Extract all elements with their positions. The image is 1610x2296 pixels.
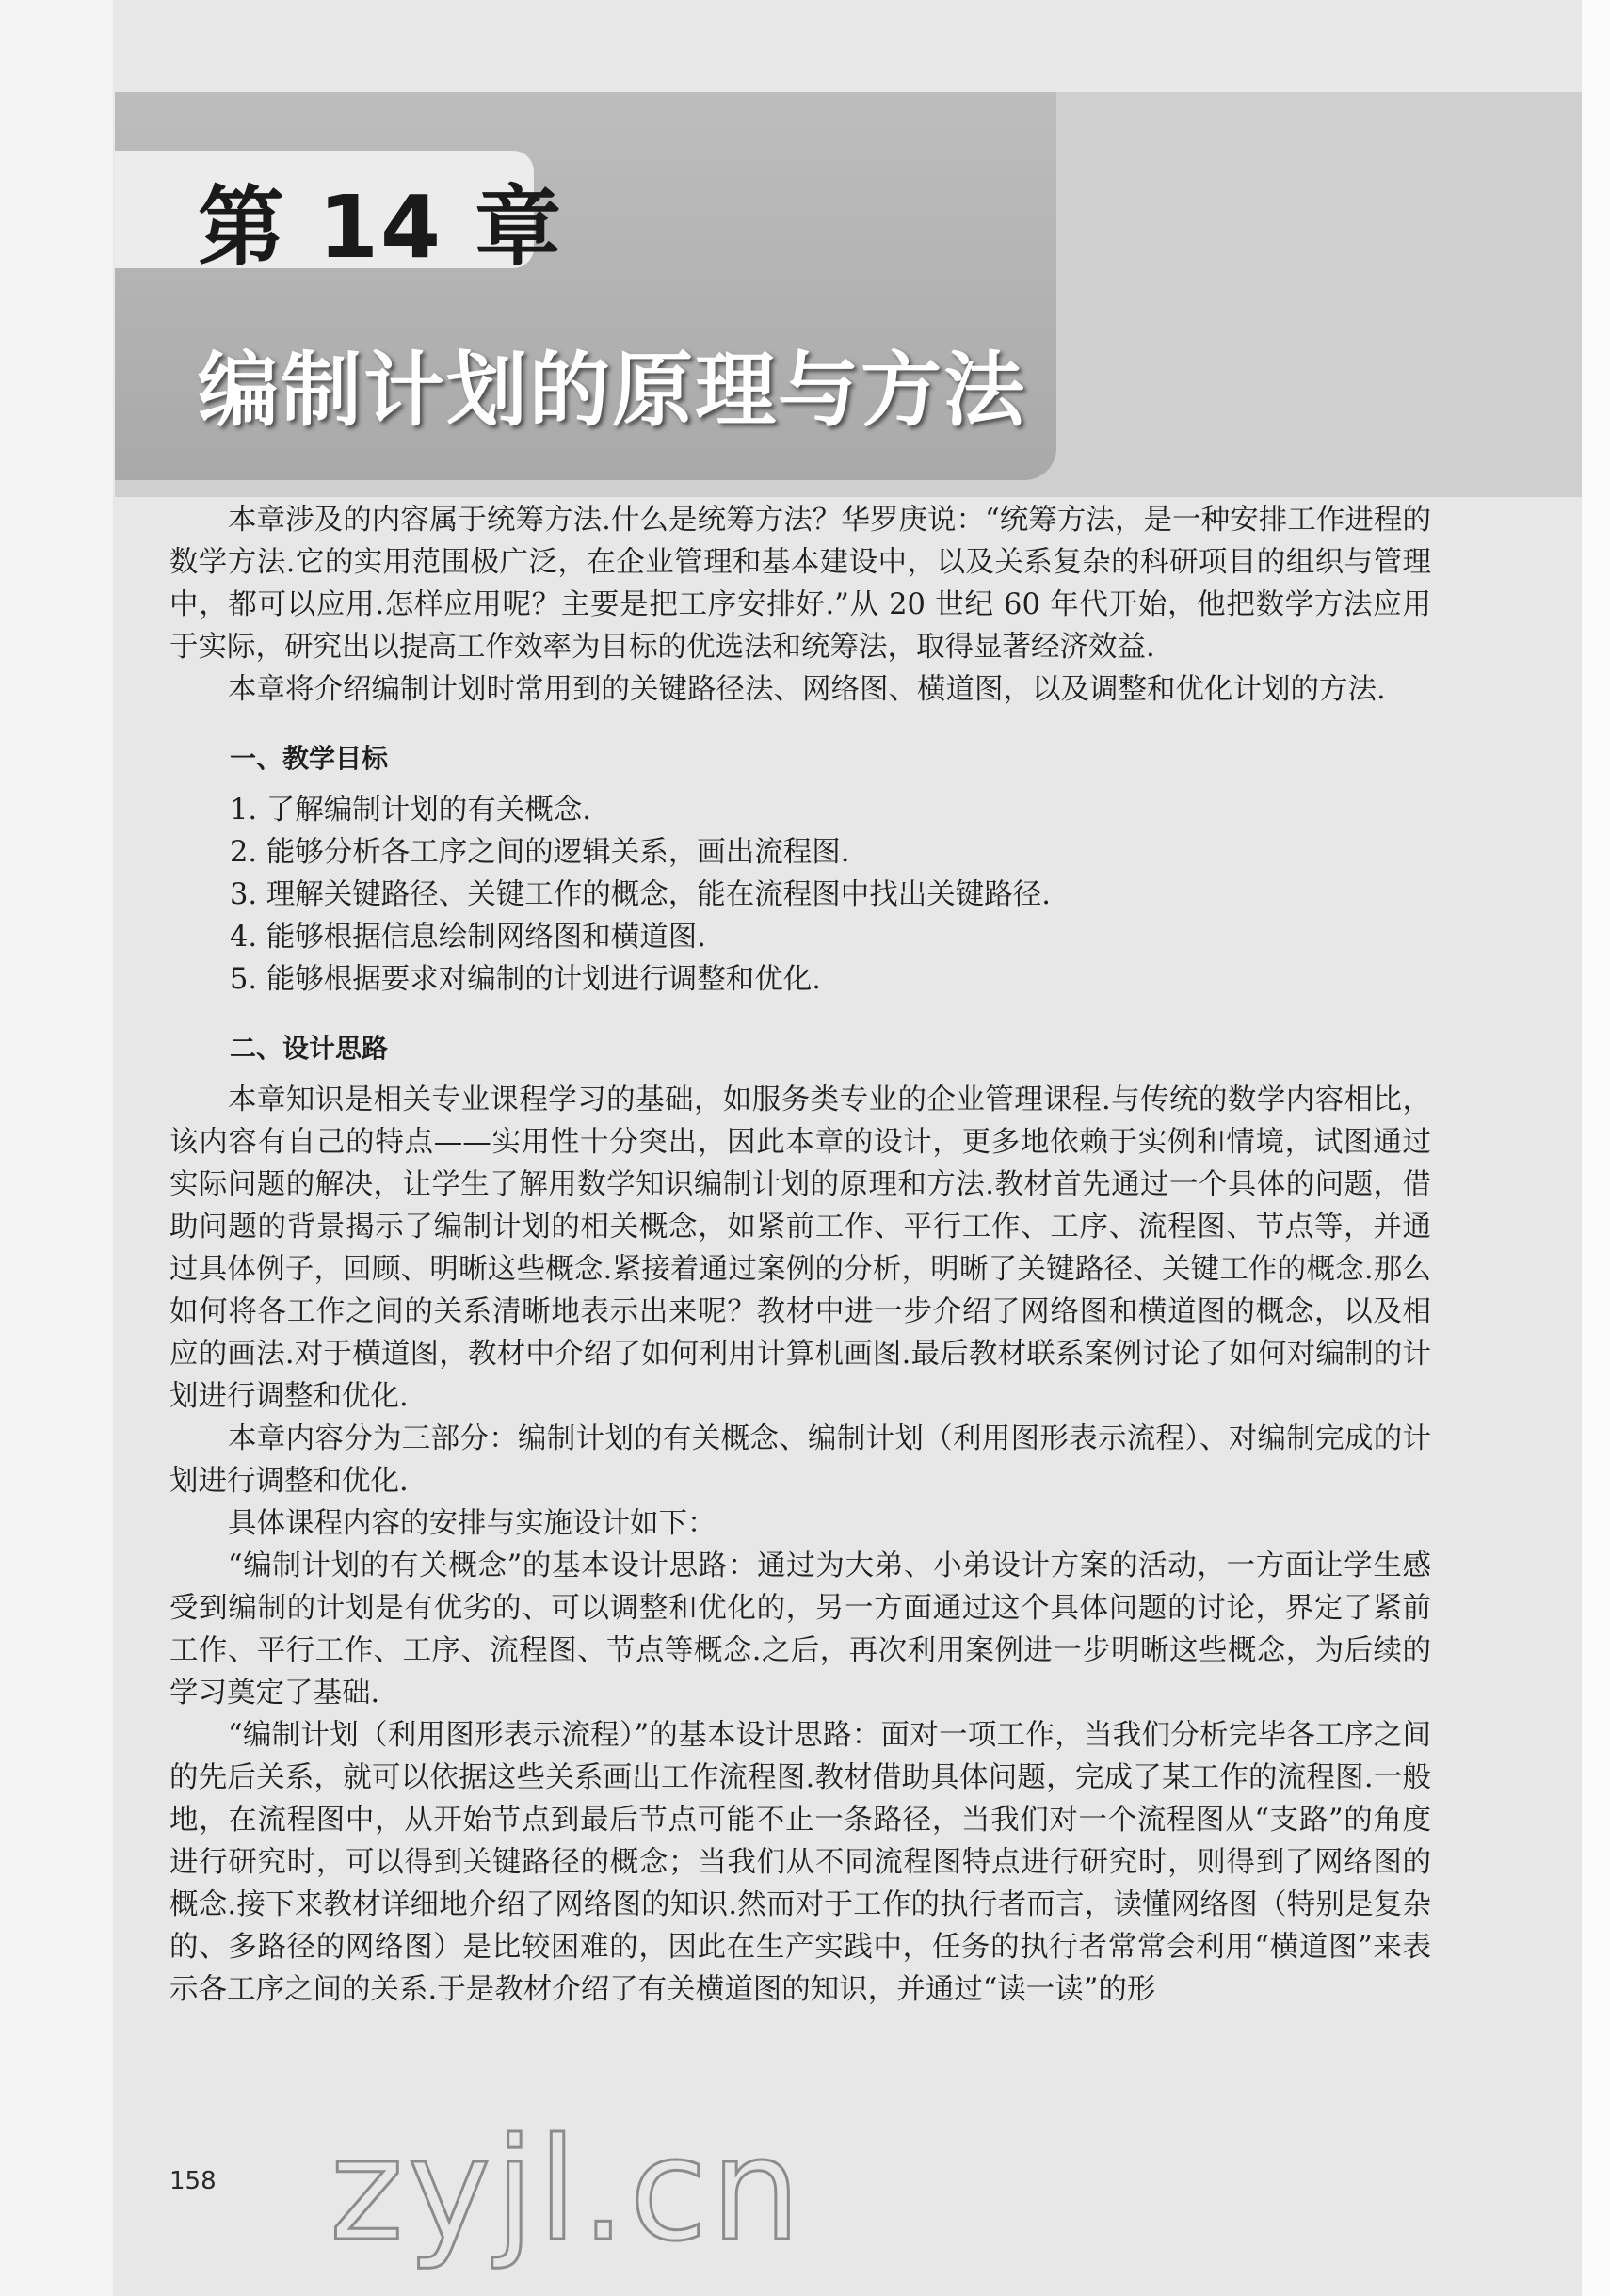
list-item: 3. 理解关键路径、关键工作的概念，能在流程图中找出关键路径.: [230, 878, 1051, 911]
chapter-body: [169, 499, 1431, 2011]
page-right-margin: [1582, 0, 1610, 2296]
design-paragraph-1: 本章知识是相关专业课程学习的基础，如服务类专业的企业管理课程.与传统的数学内容相比，该内容有自己的特点——实用性十分突出，因此本章的设计，更多地依赖于实例和情境，试图通过实际问题的解决，让学生了解用数学知识编制计划的原理和方法.教材首先通过一个具体的问题，借助问题的背景揭示了编制计划的相关概念，如紧前工作、平行工作、工序、流程图、节点等，并通过具体例子，回顾、明晰这些概念.紧接着通过案例的分析，明晰了关键路径、关键工作的概念.那么如何将各工作之间的关系清晰地表示出来呢？教材中进一步介绍了网络图和横道图的概念，以及相应的画法.对于横道图，教材中介绍了如何利用计算机画图.最后教材联系案例讨论了如何对编制的计划进行调整和优化.: [169, 1084, 1431, 1413]
list-item: 5. 能够根据要求对编制的计划进行调整和优化.: [230, 963, 821, 996]
teaching-goals-list: [169, 789, 1431, 1001]
intro-paragraph-1: 本章涉及的内容属于统筹方法.什么是统筹方法？华罗庚说：“统筹方法，是一种安排工作进程的数学方法.它的实用范围极广泛，在企业管理和基本建设中，以及关系复杂的科研项目的组织与管理中，都可以应用.怎样应用呢？主要是把工序安排好.”从 20 世纪 60 年代开始，他把数学方法应用于实际，研究出以提高工作效率为目标的优选法和统筹法，取得显著经济效益.: [169, 504, 1431, 664]
chapter-title: 编制计划的原理与方法: [198, 344, 1026, 438]
list-item: 2. 能够分析各工序之间的逻辑关系，画出流程图.: [230, 836, 850, 869]
list-item: 1. 了解编制计划的有关概念.: [230, 794, 591, 827]
list-item: 4. 能够根据信息绘制网络图和横道图.: [230, 921, 706, 954]
section-heading-teaching-goals: 一、教学目标: [230, 743, 389, 774]
design-paragraph-3: 具体课程内容的安排与实施设计如下：: [228, 1507, 716, 1540]
design-paragraph-4: “编制计划的有关概念”的基本设计思路：通过为大弟、小弟设计方案的活动，一方面让学生感受到编制的计划是有优劣的、可以调整和优化的，另一方面通过这个具体问题的讨论，界定了紧前工作、平行工作、工序、流程图、节点等概念.之后，再次利用案例进一步明晰这些概念，为后续的学习奠定了基础.: [169, 1549, 1431, 1710]
page-number: 158: [169, 2167, 217, 2195]
section-heading-design-ideas: 二、设计思路: [230, 1033, 389, 1064]
design-paragraph-5: “编制计划（利用图形表示流程）”的基本设计思路：面对一项工作，当我们分析完毕各工序之间的先后关系，就可以依据这些关系画出工作流程图.教材借助具体问题，完成了某工作的流程图.一般地，在流程图中，从开始节点到最后节点可能不止一条路径，当我们对一个流程图从“支路”的角度进行研究时，可以得到关键路径的概念；当我们从不同流程图特点进行研究时，则得到了网络图的概念.接下来教材详细地介绍了网络图的知识.然而对于工作的执行者而言，读懂网络图（特别是复杂的、多路径的网络图）是比较困难的，因此在生产实践中，任务的执行者常常会利用“横道图”来表示各工序之间的关系.于是教材介绍了有关横道图的知识，并通过“读一读”的形: [169, 1719, 1431, 2006]
intro-paragraph-2: 本章将介绍编制计划时常用到的关键路径法、网络图、横道图，以及调整和优化计划的方法.: [228, 673, 1386, 706]
watermark-logo: zyjl.cn: [330, 2109, 805, 2272]
page-left-margin: [0, 0, 113, 2296]
chapter-label: 第 14 章: [198, 177, 564, 278]
design-paragraph-2: 本章内容分为三部分：编制计划的有关概念、编制计划（利用图形表示流程）、对编制完成的计划进行调整和优化.: [169, 1422, 1431, 1498]
